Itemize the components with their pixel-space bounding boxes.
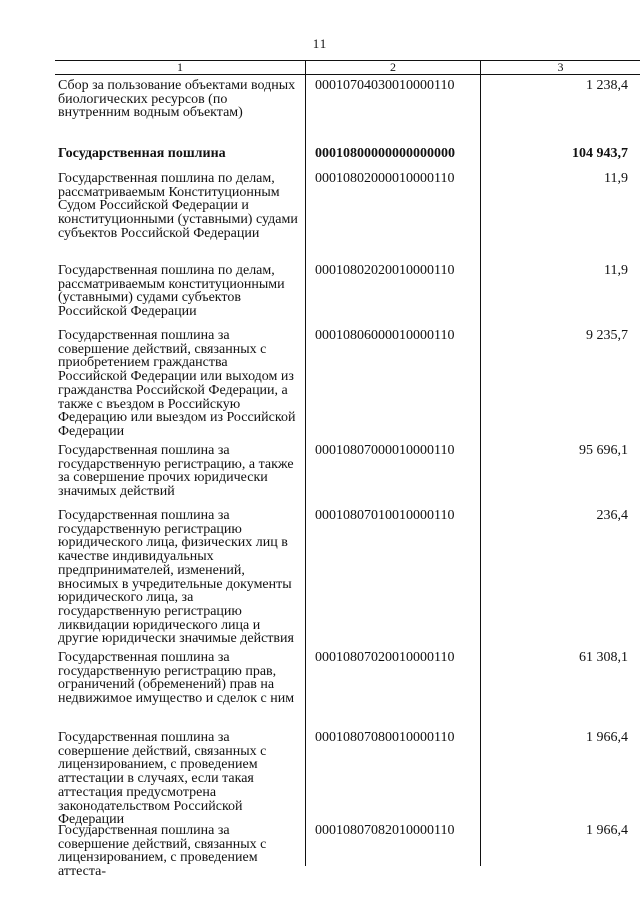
revenue-table	[55, 60, 640, 880]
row-name: Государственная пошлина за государственную регистрацию прав, ограничений (обременений) прав на недвижимое имущество и сделок с ним	[58, 650, 295, 707]
header-col-3: 3	[480, 61, 640, 74]
row-name: Государственная пошлина за государственную регистрацию юридического лица, физических лиц в качестве индивидуальных предпринимателей, изменений, вносимых в учредительные документы юридического лица, за государственную регистрацию ликвидации юридического лица и другие юридически значимые действия	[58, 508, 294, 647]
column-divider	[480, 75, 481, 866]
row-name: Государственная пошлина за совершение действий, связанных с приобретением гражданства Российской Федерации или выходом из гражданства Российской Федерации, а также с въездом в Российскую Федерацию или выездом из Российской Федерации	[58, 328, 296, 439]
table-row	[55, 75, 640, 147]
header-col-2: 2	[305, 61, 480, 74]
row-amount: 11,9	[604, 263, 628, 278]
row-amount: 61 308,1	[579, 650, 628, 665]
table-row	[55, 823, 640, 880]
table-row	[55, 651, 640, 731]
row-code: 00010806000010000110	[315, 328, 455, 343]
table-row	[55, 444, 640, 509]
table-row	[55, 730, 640, 828]
table-row	[55, 147, 640, 172]
row-amount: 11,9	[604, 171, 628, 186]
row-code: 00010807000010000110	[315, 443, 455, 458]
row-name: Сбор за пользование объектами водных биологических ресурсов (по внутренним водным объектам)	[58, 78, 296, 121]
row-code: 00010800000000000000	[315, 146, 455, 161]
row-code: 00010802000010000110	[315, 171, 455, 186]
row-amount: 236,4	[596, 508, 628, 523]
table-row	[55, 329, 640, 444]
row-code: 00010807020010000110	[315, 650, 455, 665]
row-amount: 1 966,4	[586, 823, 628, 838]
row-amount: 1 966,4	[586, 730, 628, 745]
row-amount: 95 696,1	[579, 443, 628, 458]
row-name: Государственная пошлина за государственную регистрацию, а также за совершение прочих юридически значимых действий	[58, 443, 294, 500]
row-name: Государственная пошлина за совершение действий, связанных с лицензированием, с проведением аттестации в случаях, если такая аттестация предусмотрена законодательством Российской Федерации	[58, 730, 267, 828]
table-body	[55, 75, 640, 880]
row-code: 00010807082010000110	[315, 823, 455, 838]
row-code: 00010802020010000110	[315, 263, 455, 278]
row-code: 00010807010010000110	[315, 508, 455, 523]
table-row	[55, 264, 640, 329]
row-code: 00010704030010000110	[315, 78, 455, 93]
table-row	[55, 172, 640, 264]
header-col-1: 1	[177, 60, 183, 74]
row-name: Государственная пошлина	[58, 146, 226, 161]
row-name: Государственная пошлина по делам, рассматриваемым Конституционным Судом Российской Федерации и конституционными (уставными) судами субъектов Российской Федерации	[58, 171, 298, 241]
column-divider	[305, 75, 306, 866]
table-header	[55, 60, 640, 75]
page-number: 11	[312, 36, 328, 51]
row-amount: 9 235,7	[586, 328, 628, 343]
row-amount: 104 943,7	[572, 146, 628, 161]
table-row	[55, 509, 640, 651]
row-name: Государственная пошлина по делам, рассматриваемым конституционными (уставными) судами субъектов Российской Федерации	[58, 263, 285, 320]
row-amount: 1 238,4	[586, 78, 628, 93]
row-name: Государственная пошлина за совершение действий, связанных с лицензированием, с проведением аттеста-	[58, 823, 267, 880]
row-code: 00010807080010000110	[315, 730, 455, 745]
